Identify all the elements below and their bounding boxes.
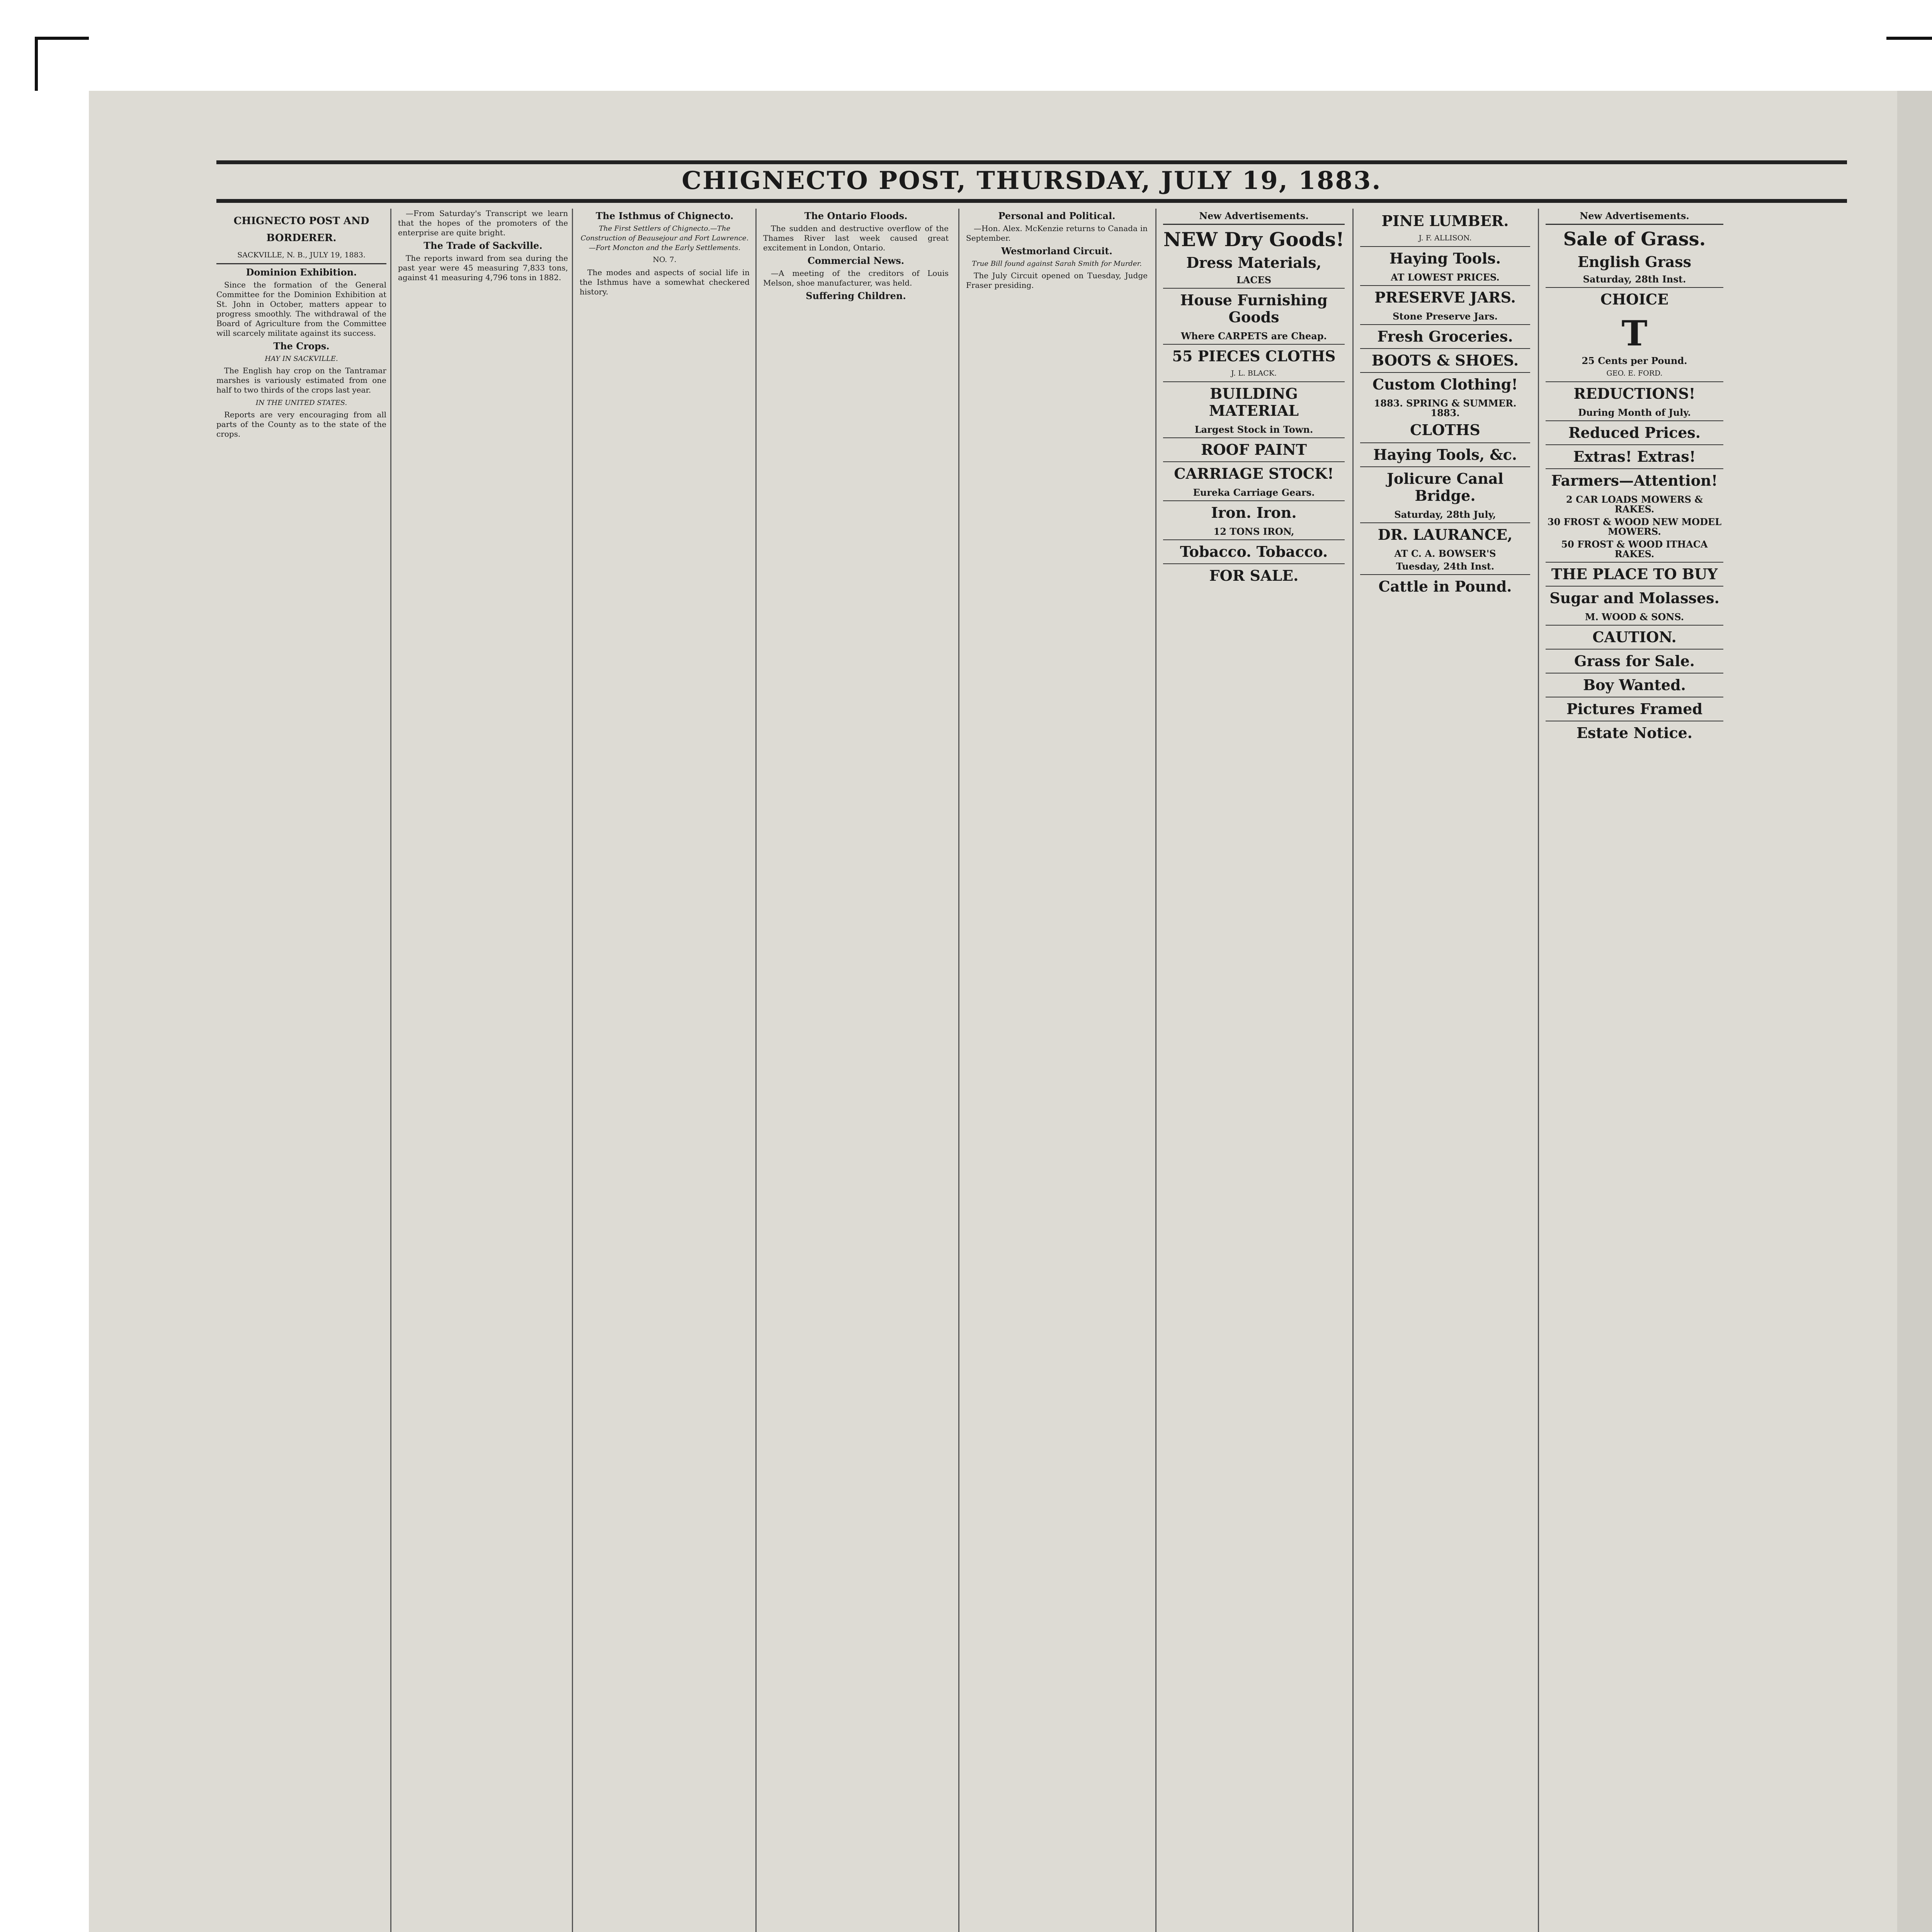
ad-headline: English Grass: [1577, 253, 1692, 270]
column-rule: [958, 209, 959, 1932]
ad-headline: DR. LAURANCE,: [1360, 522, 1530, 546]
column-advertisements-ford: [1546, 209, 1723, 1932]
dateline: SACKVILLE, N. B., JULY 19, 1883.: [237, 251, 366, 259]
article-text: The English hay crop on the Tantramar marshes is variously estimated from one half to two thirds of the crops last year.: [216, 366, 386, 395]
ad-headline: Largest Stock in Town.: [1194, 424, 1313, 435]
ad-headline: BUILDING MATERIAL: [1163, 381, 1345, 422]
ad-headline: T: [1621, 313, 1648, 354]
article-text: —Hon. Alex. McKenzie returns to Canada in September.: [966, 224, 1148, 243]
section-heading: New Advertisements.: [1580, 210, 1689, 221]
ad-headline: AT LOWEST PRICES.: [1391, 272, 1500, 283]
masthead-rule-bottom: [216, 199, 1847, 203]
ad-headline: Grass for Sale.: [1546, 649, 1723, 673]
column-local: [398, 209, 568, 1932]
adjacent-page-edge: [1897, 91, 1932, 1932]
crop-mark-top-right-h: [1886, 37, 1932, 40]
ad-headline: AT C. A. BOWSER'S: [1394, 548, 1496, 559]
column-rule: [755, 209, 757, 1932]
ad-headline: BOOTS & SHOES.: [1360, 348, 1530, 372]
ad-headline: Eureka Carriage Gears.: [1193, 487, 1315, 498]
ad-headline: Where CARPETS are Cheap.: [1181, 330, 1327, 342]
ad-headline: CHOICE: [1546, 287, 1723, 311]
ad-headline: Pictures Framed: [1546, 697, 1723, 721]
article-subheading: The First Settlers of Chignecto.—The Construction of Beausejour and Fort Lawrence.—Fort Moncton and the Early Settlements.: [580, 224, 749, 252]
ad-headline: PINE LUMBER.: [1381, 212, 1509, 230]
ad-headline: Dress Materials,: [1186, 254, 1321, 271]
masthead-title: CHIGNECTO POST, THURSDAY, JULY 19, 1883.: [682, 166, 1382, 195]
article-heading: Dominion Exhibition.: [246, 267, 357, 278]
column-rule: [1352, 209, 1354, 1932]
article-heading: The Crops.: [273, 340, 330, 352]
ad-headline: CARRIAGE STOCK!: [1163, 461, 1345, 485]
ad-headline: Extras! Extras!: [1546, 444, 1723, 468]
masthead-rule-top: [216, 160, 1847, 164]
ad-headline: Tobacco. Tobacco.: [1163, 539, 1345, 563]
column-news: [763, 209, 949, 1932]
column-history: [580, 209, 750, 1932]
article-text: The sudden and destructive overflow of the Thames River last week caused great excitement in London, Ontario.: [763, 224, 949, 252]
crop-mark-top-left-h: [35, 37, 89, 40]
ad-headline: 2 CAR LOADS MOWERS & RAKES.: [1566, 494, 1703, 515]
section-heading: New Advertisements.: [1199, 210, 1309, 221]
divider: [1546, 224, 1723, 225]
article-subheading: HAY IN SACKVILLE.: [265, 355, 338, 363]
ad-headline: CAUTION.: [1546, 625, 1723, 649]
article-heading: Westmorland Circuit.: [1001, 245, 1112, 257]
ad-headline: M. WOOD & SONS.: [1585, 611, 1684, 622]
article-text: The reports inward from sea during the past year were 45 measuring 7,833 tons, against 41 measuring 4,796 tons in 1882.: [398, 253, 568, 282]
article-text: The modes and aspects of social life in the Isthmus have a somewhat checkered history.: [580, 268, 750, 296]
column-rule: [1538, 209, 1539, 1932]
ad-headline: Stone Preserve Jars.: [1393, 311, 1498, 322]
ad-signature: J. F. ALLISON.: [1418, 234, 1472, 242]
ad-headline: THE PLACE TO BUY: [1546, 562, 1723, 586]
ad-headline: PRESERVE JARS.: [1360, 285, 1530, 309]
ad-headline: Haying Tools.: [1360, 246, 1530, 270]
ad-headline: REDUCTIONS!: [1546, 381, 1723, 405]
ad-headline: FOR SALE.: [1163, 563, 1345, 587]
ad-headline: Custom Clothing!: [1360, 372, 1530, 396]
ad-headline: Estate Notice.: [1546, 721, 1723, 745]
ad-headline: ROOF PAINT: [1163, 437, 1345, 461]
ad-headline: 25 Cents per Pound.: [1582, 355, 1687, 366]
ad-headline: Jolicure Canal Bridge.: [1360, 466, 1530, 507]
ad-headline: Sale of Grass.: [1563, 228, 1706, 250]
ad-headline: NEW Dry Goods!: [1163, 228, 1344, 251]
article-heading: The Trade of Sackville.: [423, 240, 543, 251]
ad-headline: Saturday, 28th July,: [1394, 509, 1496, 520]
column-editorial: [216, 209, 386, 1932]
ad-headline: 30 FROST & WOOD NEW MODEL MOWERS.: [1547, 516, 1722, 537]
ad-headline: House Furnishing Goods: [1163, 288, 1345, 329]
article-heading: Commercial News.: [807, 255, 905, 266]
ad-headline: Iron. Iron.: [1163, 500, 1345, 524]
ad-signature: GEO. E. FORD.: [1606, 369, 1663, 378]
ad-headline: 12 TONS IRON,: [1213, 526, 1294, 537]
ad-headline: Cattle in Pound.: [1360, 574, 1530, 598]
article-text: —A meeting of the creditors of Louis Melson, shoe manufacturer, was held.: [763, 269, 949, 287]
column-personal: [966, 209, 1148, 1932]
ad-headline: Boy Wanted.: [1546, 673, 1723, 697]
ad-headline: Reduced Prices.: [1546, 420, 1723, 444]
ad-headline: 50 FROST & WOOD ITHACA RAKES.: [1561, 539, 1708, 560]
column-rule: [1155, 209, 1156, 1932]
article-number: NO. 7.: [653, 255, 677, 264]
ad-headline: Fresh Groceries.: [1360, 324, 1530, 348]
ad-signature: J. L. BLACK.: [1231, 369, 1277, 378]
ad-headline: Farmers—Attention!: [1546, 468, 1723, 492]
divider: [1163, 224, 1345, 225]
article-heading: Personal and Political.: [998, 210, 1116, 221]
paper-name: CHIGNECTO POST AND BORDERER.: [233, 215, 369, 244]
article-text: —From Saturday's Transcript we learn that the hopes of the promoters of the enterprise are quite bright.: [398, 209, 568, 237]
ad-headline: LACES: [1236, 274, 1272, 286]
article-text: The July Circuit opened on Tuesday, Judge Fraser presiding.: [966, 271, 1148, 290]
article-subheading: True Bill found against Sarah Smith for Murder.: [972, 260, 1142, 268]
ad-headline: CLOTHS: [1410, 421, 1480, 439]
article-heading: Suffering Children.: [806, 290, 906, 301]
ad-headline: Tuesday, 24th Inst.: [1396, 561, 1495, 572]
ad-headline: During Month of July.: [1578, 407, 1691, 418]
article-text: Reports are very encouraging from all parts of the County as to the state of the crops.: [216, 410, 386, 439]
ad-headline: Sugar and Molasses.: [1546, 586, 1723, 610]
column-advertisements-allison: [1360, 209, 1530, 1932]
article-subheading: IN THE UNITED STATES.: [255, 399, 347, 407]
column-advertisements-black: [1163, 209, 1345, 1932]
ad-headline: Haying Tools, &c.: [1360, 442, 1530, 466]
column-rule: [572, 209, 573, 1932]
column-rule: [390, 209, 391, 1932]
divider: [216, 263, 386, 264]
ad-headline: 55 PIECES CLOTHS: [1163, 344, 1345, 368]
article-heading: The Isthmus of Chignecto.: [595, 210, 734, 221]
crop-mark-top-left: [35, 37, 38, 91]
ad-headline: Saturday, 28th Inst.: [1583, 274, 1686, 285]
ad-headline: 1883. SPRING & SUMMER. 1883.: [1374, 398, 1517, 418]
article-text: Since the formation of the General Committee for the Dominion Exhibition at St. John in October, matters appear to progress smoothly. The withdrawal of the Board of Agriculture from the Committee will scarcely militate against its success.: [216, 280, 386, 338]
article-heading: The Ontario Floods.: [804, 210, 908, 221]
